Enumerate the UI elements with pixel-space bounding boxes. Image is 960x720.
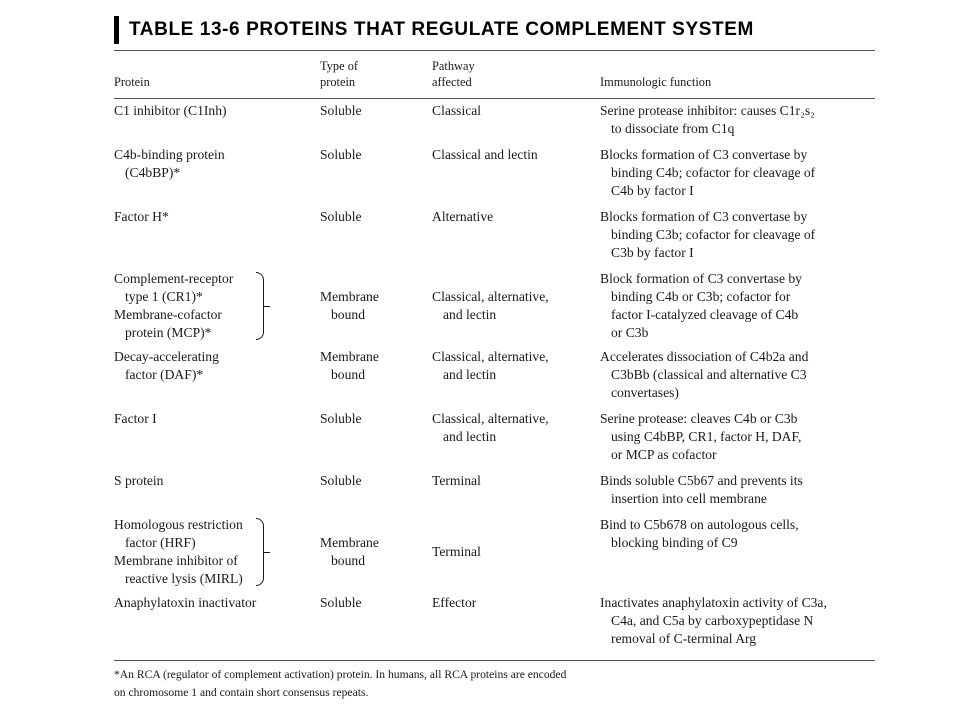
grouping-brace (256, 518, 264, 586)
table-cell-text: Serine protease inhibitor: causes C1r₂s₂ (600, 103, 815, 118)
table-cell-text: Classical (432, 103, 482, 118)
table-cell-text: C4b-binding protein (114, 147, 225, 162)
table-cell-text: Inactivates anaphylatoxin activity of C3a, (600, 595, 827, 610)
table-cell-text: protein (MCP)* (125, 325, 212, 340)
table-cell-text: insertion into cell membrane (611, 491, 767, 506)
table-cell-text: Classical and lectin (432, 147, 538, 162)
footnote-line: *An RCA (regulator of complement activation) protein. In humans, all RCA proteins are encoded (114, 668, 567, 681)
table-cell-text: C4b by factor I (611, 183, 694, 198)
table-cell-type (320, 594, 410, 612)
table-cell-protein (114, 594, 284, 612)
header-pathway-line: Pathway (432, 59, 475, 73)
table-cell-text: C3bBb (classical and alternative C3 (611, 367, 807, 382)
table-cell-text: binding C3b; cofactor for cleavage of (611, 227, 816, 242)
table-cell-text: Membrane (320, 349, 379, 364)
table-cell-function (600, 102, 840, 138)
bottom-rule (114, 660, 875, 661)
table-cell-text: convertases) (611, 385, 679, 400)
header-type-line: Type of (320, 59, 359, 73)
table-cell-text: Factor H* (114, 209, 169, 224)
table-cell-text: S protein (114, 473, 164, 488)
table-cell-pathway (432, 543, 582, 561)
table-cell-function (600, 516, 840, 552)
table-cell-text: Membrane-cofactor (114, 307, 222, 322)
table-cell-text: Blocks formation of C3 convertase by (600, 209, 808, 224)
top-rule (114, 50, 875, 51)
table-cell-text: Membrane (320, 289, 379, 304)
header-function-line (600, 58, 840, 74)
table-cell-text: bound (331, 367, 365, 382)
table-cell-text: C4a, and C5a by carboxypeptidase N (611, 613, 814, 628)
table-cell-pathway (432, 288, 582, 324)
table-cell-text: bound (331, 553, 365, 568)
header-protein-line: Protein (114, 75, 150, 89)
table-cell-text: and lectin (443, 307, 497, 322)
table-cell-pathway (432, 102, 582, 120)
table-cell-type (320, 472, 410, 490)
table-cell-text: Terminal (432, 544, 481, 559)
table-cell-pathway (432, 146, 582, 164)
table-cell-text: type 1 (CR1)* (125, 289, 203, 304)
table-cell-text: Membrane (320, 535, 379, 550)
table-cell-text: or MCP as cofactor (611, 447, 717, 462)
table-cell-pathway (432, 594, 582, 612)
table-cell-function (600, 594, 840, 648)
table-cell-text: Accelerates dissociation of C4b2a and (600, 349, 809, 364)
table-cell-type (320, 288, 410, 324)
table-cell-text: Factor I (114, 411, 157, 426)
header-pathway-line: affected (432, 75, 472, 89)
table-cell-text: Anaphylatoxin inactivator (114, 595, 257, 610)
table-cell-text: to dissociate from C1q (611, 121, 735, 136)
table-cell-text: Terminal (432, 473, 481, 488)
table-cell-text: Classical, alternative, (432, 411, 549, 426)
table-cell-protein (114, 208, 284, 226)
table-cell-text: factor (HRF) (125, 535, 196, 550)
table-cell-text: Homologous restriction (114, 517, 243, 532)
table-cell-text: Classical, alternative, (432, 289, 549, 304)
table-cell-function (600, 146, 840, 200)
table-cell-text: Serine protease: cleaves C4b or C3b (600, 411, 798, 426)
table-cell-text: Effector (432, 595, 477, 610)
table-cell-text: or C3b (611, 325, 649, 340)
table-cell-text: factor I-catalyzed cleavage of C4b (611, 307, 799, 322)
table-cell-text: factor (DAF)* (125, 367, 204, 382)
table-cell-protein (114, 146, 284, 182)
table-cell-text: binding C4b; cofactor for cleavage of (611, 165, 816, 180)
table-cell-text: blocking binding of C9 (611, 535, 738, 550)
table-cell-pathway (432, 348, 582, 384)
table-cell-text: bound (331, 307, 365, 322)
table-cell-type (320, 102, 410, 120)
table-cell-protein (114, 472, 284, 490)
table-cell-text: Soluble (320, 411, 362, 426)
table-cell-text: Alternative (432, 209, 494, 224)
table-cell-text: Soluble (320, 147, 362, 162)
table-cell-type (320, 410, 410, 428)
table-cell-type (320, 146, 410, 164)
table-cell-pathway (432, 410, 582, 446)
table-cell-pathway (432, 208, 582, 226)
table-cell-protein (114, 410, 284, 428)
table-cell-text: Binds soluble C5b67 and prevents its (600, 473, 803, 488)
table-cell-text: Blocks formation of C3 convertase by (600, 147, 808, 162)
table-cell-text: binding C4b or C3b; cofactor for (611, 289, 791, 304)
table-cell-text: Bind to C5b678 on autologous cells, (600, 517, 799, 532)
header-rule (114, 98, 875, 99)
table-cell-text: Soluble (320, 103, 362, 118)
grouping-brace (256, 272, 264, 340)
table-cell-type (320, 534, 410, 570)
table-cell-text: (C4bBP)* (125, 165, 181, 180)
header-type (320, 58, 410, 90)
table-cell-pathway (432, 472, 582, 490)
header-function-line: Immunologic function (600, 75, 712, 89)
table-cell-text: Membrane inhibitor of (114, 553, 238, 568)
table-cell-text: using C4bBP, CR1, factor H, DAF, (611, 429, 802, 444)
table-cell-text: Classical, alternative, (432, 349, 549, 364)
table-cell-type (320, 348, 410, 384)
table-cell-function (600, 208, 840, 262)
table-cell-text: and lectin (443, 367, 497, 382)
header-function (600, 58, 840, 90)
table-cell-text: Soluble (320, 473, 362, 488)
table-cell-text: C3b by factor I (611, 245, 694, 260)
table-cell-text: Decay-accelerating (114, 349, 219, 364)
table-cell-function (600, 410, 840, 464)
table-cell-text: Complement-receptor (114, 271, 234, 286)
table-cell-function (600, 270, 840, 342)
table-title-bar (114, 16, 754, 44)
header-pathway (432, 58, 582, 90)
table-cell-text: Block formation of C3 convertase by (600, 271, 802, 286)
header-protein-line (114, 58, 284, 74)
footnote-line: on chromosome 1 and contain short consensus repeats. (114, 686, 369, 699)
table-cell-function (600, 472, 840, 508)
header-protein (114, 58, 284, 90)
header-type-line: protein (320, 75, 356, 89)
table-cell-protein (114, 348, 284, 384)
table-cell-text: reactive lysis (MIRL) (125, 571, 243, 586)
table-cell-protein (114, 102, 284, 120)
table-cell-text: removal of C-terminal Arg (611, 631, 757, 646)
table-cell-text: and lectin (443, 429, 497, 444)
table-title: TABLE 13-6 PROTEINS THAT REGULATE COMPLEMENT SYSTEM (129, 19, 754, 40)
table-cell-text: Soluble (320, 209, 362, 224)
table-cell-text: C1 inhibitor (C1Inh) (114, 103, 227, 118)
table-footnote (114, 666, 566, 702)
table-cell-type (320, 208, 410, 226)
table-cell-function (600, 348, 840, 402)
table-cell-text: Soluble (320, 595, 362, 610)
title-accent-bar (114, 16, 119, 44)
